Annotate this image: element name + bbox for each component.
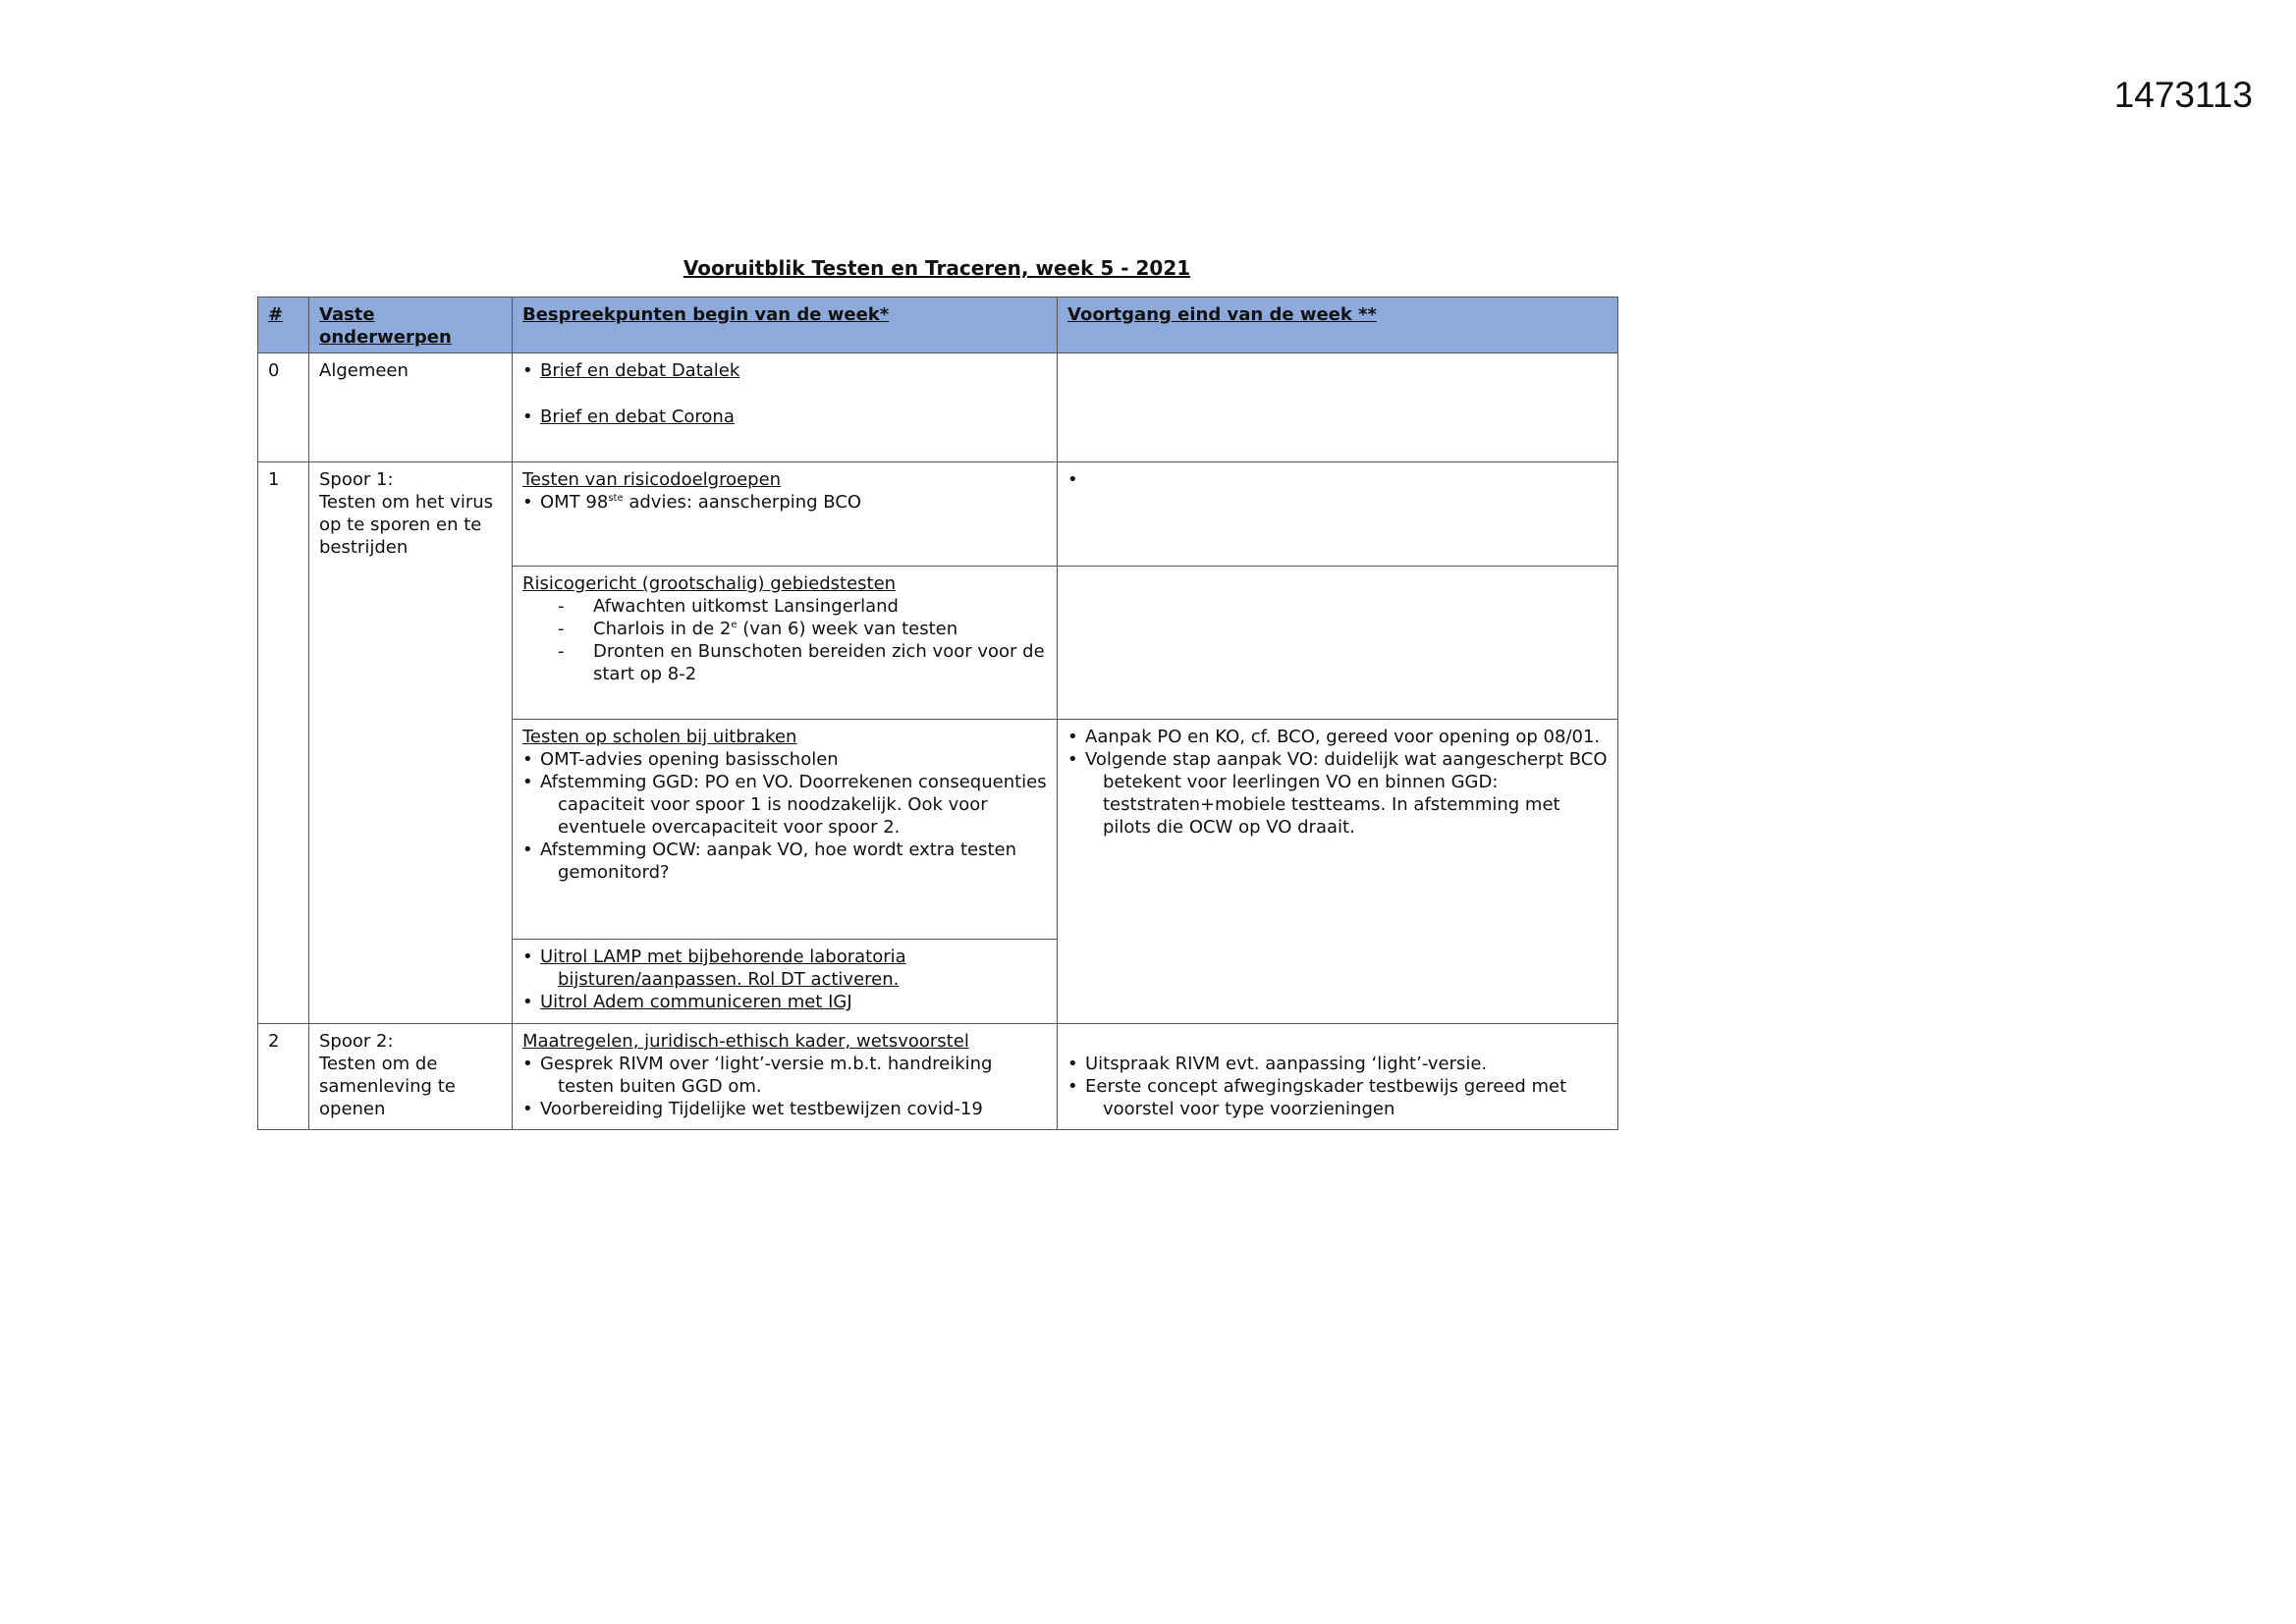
list-item <box>522 618 1047 640</box>
row-end <box>1058 720 1618 1024</box>
row-end <box>1058 1024 1618 1130</box>
header-begin: Bespreekpunten begin van de week* <box>513 298 1058 353</box>
charlois-text-rest: (van 6) week van testen <box>737 619 958 639</box>
list-item: • Afstemming GGD: PO en VO. Doorrekenen consequenties capaciteit voor spoor 1 is noodzakelijk. Ook voor eventuele overcapaciteit voor spoor 2. <box>522 771 1047 839</box>
subsection-title: Risicogericht (grootschalig) gebiedstesten <box>522 573 897 594</box>
list-item: • OMT-advies opening basisscholen <box>522 748 1047 771</box>
list-item: - Dronten en Bunschoten bereiden zich voor voor de start op 8-2 <box>522 640 1047 685</box>
row-num: 2 <box>258 1024 309 1130</box>
list-item: • Afstemming OCW: aanpak VO, hoe wordt extra testen gemonitord? <box>522 839 1047 884</box>
omt-text: OMT 98 <box>540 492 609 513</box>
list-item: • Voorbereiding Tijdelijke wet testbewijzen covid-19 <box>522 1098 1047 1120</box>
row-begin <box>513 720 1058 940</box>
subsection-title: Testen op scholen bij uitbraken <box>522 727 797 747</box>
row-num: 1 <box>258 462 309 1024</box>
row-num: 0 <box>258 353 309 462</box>
row-begin <box>513 567 1058 720</box>
list-item: • Uitspraak RIVM evt. aanpassing ‘light’-versie. <box>1067 1053 1608 1075</box>
header-end: Voortgang eind van de week ** <box>1058 298 1618 353</box>
row-topic: Algemeen <box>309 353 513 462</box>
table-row <box>258 462 1618 567</box>
row-begin <box>513 1024 1058 1130</box>
list-item <box>522 406 1047 428</box>
ordinal-suffix: ste <box>608 493 624 504</box>
list-item <box>522 946 1047 991</box>
row-end <box>1058 567 1618 720</box>
charlois-text: Charlois in de 2 <box>593 619 732 639</box>
table-header-row <box>258 298 1618 353</box>
document-id: 1473113 <box>2113 75 2253 115</box>
list-item-text: Uitrol Adem communiceren met IGJ <box>540 992 852 1012</box>
list-item: • Volgende stap aanpak VO: duidelijk wat aangescherpt BCO betekent voor leerlingen VO en binnen GGD: teststraten+mobiele testteams. In afstemming met pilots die OCW op VO draait. <box>1067 748 1608 839</box>
header-topic: Vaste onderwerpen <box>309 298 513 353</box>
list-item-text: Brief en debat Corona <box>540 406 735 427</box>
list-item <box>522 359 1047 382</box>
subsection-title: Testen van risicodoelgroepen <box>522 469 782 490</box>
list-item: • Gesprek RIVM over ‘light’-versie m.b.t. handreiking testen buiten GGD om. <box>522 1053 1047 1098</box>
row-topic: Spoor 1: Testen om het virus op te sporen en te bestrijden <box>309 462 513 1024</box>
page-title: Vooruitblik Testen en Traceren, week 5 - 2021 <box>683 256 1191 280</box>
row-topic: Spoor 2: Testen om de samenleving te openen <box>309 1024 513 1130</box>
ordinal-suffix: e <box>731 620 738 630</box>
subsection-title: Maatregelen, juridisch-ethisch kader, wetsvoorstel <box>522 1031 969 1052</box>
header-num: # <box>258 298 309 353</box>
table-row <box>258 353 1618 462</box>
list-item: • Aanpak PO en KO, cf. BCO, gereed voor opening op 08/01. <box>1067 726 1608 748</box>
list-item: - Afwachten uitkomst Lansingerland <box>522 595 1047 618</box>
row-end <box>1058 462 1618 567</box>
table-row <box>258 1024 1618 1130</box>
row-end <box>1058 353 1618 462</box>
empty-bullet <box>1067 468 1608 491</box>
agenda-table <box>257 297 1618 1130</box>
list-item <box>522 491 1047 514</box>
row-begin <box>513 462 1058 567</box>
list-item <box>522 991 1047 1013</box>
list-item-text: Uitrol LAMP met bijbehorende laboratoria bijsturen/aanpassen. Rol DT activeren. <box>540 947 906 990</box>
row-begin <box>513 353 1058 462</box>
list-item-text: Brief en debat Datalek <box>540 360 740 381</box>
row-begin <box>513 940 1058 1024</box>
list-item: • Eerste concept afwegingskader testbewijs gereed met voorstel voor type voorzieningen <box>1067 1075 1608 1120</box>
omt-text-rest: advies: aanscherping BCO <box>623 492 862 513</box>
